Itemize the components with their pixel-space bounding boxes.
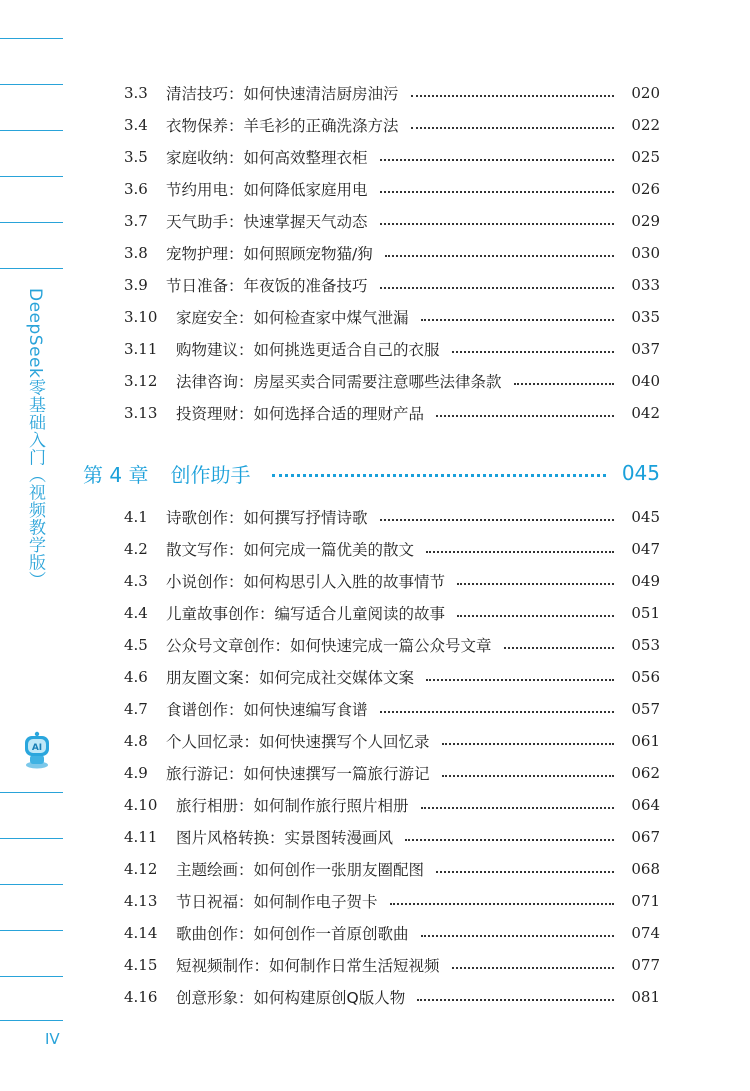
entry-page-number: 057 [631, 700, 660, 718]
toc-entry[interactable] [124, 77, 660, 109]
dot-leader [380, 287, 614, 289]
toc-entry[interactable] [124, 917, 660, 949]
entry-title: 家庭安全：如何检查家中煤气泄漏 [176, 309, 409, 327]
section-number: 4.14 [124, 924, 158, 942]
entry-page-number: 022 [631, 116, 660, 134]
entry-title: 清洁技巧：如何快速清洁厨房油污 [166, 85, 399, 103]
section-number: 4.6 [124, 668, 148, 686]
toc-entry[interactable] [124, 661, 660, 693]
toc-entry[interactable] [124, 237, 660, 269]
entry-title: 图片风格转换：实景图转漫画风 [176, 829, 394, 847]
margin-rule [0, 268, 63, 269]
toc-entry[interactable] [124, 397, 660, 429]
dot-leader [504, 647, 614, 649]
toc-entry[interactable] [124, 885, 660, 917]
entry-page-number: 045 [631, 508, 660, 526]
dot-leader [421, 935, 614, 937]
dot-leader [380, 191, 614, 193]
margin-rule [0, 838, 63, 839]
section-number: 3.11 [124, 340, 158, 358]
entry-title: 诗歌创作：如何撰写抒情诗歌 [166, 509, 368, 527]
section-number: 3.13 [124, 404, 158, 422]
entry-page-number: 064 [631, 796, 660, 814]
entry-title: 衣物保养：羊毛衫的正确洗涤方法 [166, 117, 399, 135]
section-number: 4.8 [124, 732, 148, 750]
section-number: 4.1 [124, 508, 148, 526]
dot-leader [411, 127, 614, 129]
margin-rule [0, 130, 63, 131]
toc-entry[interactable] [124, 533, 660, 565]
entry-page-number: 067 [631, 828, 660, 846]
entry-title: 旅行游记：如何快速撰写一篇旅行游记 [166, 765, 430, 783]
toc-entry[interactable] [124, 565, 660, 597]
section-number: 4.13 [124, 892, 158, 910]
entry-page-number: 056 [631, 668, 660, 686]
toc-entry[interactable] [124, 757, 660, 789]
dot-leader [411, 95, 614, 97]
margin-rule [0, 930, 63, 931]
entry-page-number: 053 [631, 636, 660, 654]
toc-entry[interactable] [124, 269, 660, 301]
section-number: 4.5 [124, 636, 148, 654]
section-number: 3.5 [124, 148, 148, 166]
margin-rule [0, 38, 63, 39]
entry-page-number: 068 [631, 860, 660, 878]
entry-page-number: 030 [631, 244, 660, 262]
section-number: 4.7 [124, 700, 148, 718]
section-number: 3.4 [124, 116, 148, 134]
toc-entry[interactable] [124, 501, 660, 533]
toc-entry[interactable] [124, 333, 660, 365]
page-number: IV [45, 1030, 60, 1048]
entry-page-number: 081 [631, 988, 660, 1006]
toc-entry[interactable] [124, 821, 660, 853]
margin-rule [0, 976, 63, 977]
entry-page-number: 025 [631, 148, 660, 166]
section-number: 4.11 [124, 828, 158, 846]
section-number: 4.12 [124, 860, 158, 878]
entry-page-number: 071 [631, 892, 660, 910]
margin-rule [0, 1020, 63, 1021]
entry-title: 公众号文章创作：如何快速完成一篇公众号文章 [166, 637, 492, 655]
margin-rule [0, 222, 63, 223]
section-number: 4.3 [124, 572, 148, 590]
toc-entry[interactable] [124, 301, 660, 333]
dot-leader [457, 615, 614, 617]
toc-entry[interactable] [124, 205, 660, 237]
dot-leader [457, 583, 614, 585]
entry-title: 节约用电：如何降低家庭用电 [166, 181, 368, 199]
entry-title: 投资理财：如何选择合适的理财产品 [176, 405, 425, 423]
margin-rule [0, 884, 63, 885]
entry-title: 创意形象：如何构建原创Q版人物 [176, 989, 406, 1007]
entry-page-number: 033 [631, 276, 660, 294]
entry-page-number: 051 [631, 604, 660, 622]
entry-title: 个人回忆录：如何快速撰写个人回忆录 [166, 733, 430, 751]
section-number: 3.6 [124, 180, 148, 198]
section-number: 4.15 [124, 956, 158, 974]
entry-page-number: 062 [631, 764, 660, 782]
chapter-number: 第 4 章 [83, 462, 149, 487]
entry-page-number: 077 [631, 956, 660, 974]
entry-page-number: 047 [631, 540, 660, 558]
section-number: 4.9 [124, 764, 148, 782]
section-number: 3.3 [124, 84, 148, 102]
entry-page-number: 035 [631, 308, 660, 326]
entry-title: 法律咨询：房屋买卖合同需要注意哪些法律条款 [176, 373, 502, 391]
entry-page-number: 061 [631, 732, 660, 750]
dot-leader [272, 474, 605, 477]
entry-title: 朋友圈文案：如何完成社交媒体文案 [166, 669, 415, 687]
dot-leader [390, 903, 614, 905]
section-number: 3.9 [124, 276, 148, 294]
section-number: 4.2 [124, 540, 148, 558]
dot-leader [421, 807, 614, 809]
dot-leader [436, 415, 614, 417]
entry-title: 节日祝福：如何制作电子贺卡 [176, 893, 378, 911]
dot-leader [442, 775, 614, 777]
toc-entry[interactable] [124, 853, 660, 885]
dot-leader [380, 711, 614, 713]
section-number: 3.7 [124, 212, 148, 230]
section-number: 4.10 [124, 796, 158, 814]
toc-entry[interactable] [124, 173, 660, 205]
toc-entry[interactable] [124, 789, 660, 821]
toc-entry[interactable] [124, 629, 660, 661]
entry-title: 家庭收纳：如何高效整理衣柜 [166, 149, 368, 167]
toc-entry[interactable] [124, 365, 660, 397]
toc-entry[interactable] [124, 725, 660, 757]
dot-leader [436, 871, 614, 873]
toc-entry[interactable] [124, 597, 660, 629]
dot-leader [421, 319, 614, 321]
entry-title: 主题绘画：如何创作一张朋友圈配图 [176, 861, 425, 879]
robot-screen-text: AI [31, 743, 43, 753]
entry-title: 旅行相册：如何制作旅行照片相册 [176, 797, 409, 815]
dot-leader [417, 999, 614, 1001]
dot-leader [380, 159, 614, 161]
entry-title: 小说创作：如何构思引人入胜的故事情节 [166, 573, 446, 591]
entry-page-number: 074 [631, 924, 660, 942]
entry-page-number: 026 [631, 180, 660, 198]
dot-leader [442, 743, 614, 745]
section-number: 3.12 [124, 372, 158, 390]
book-title-vertical: DeepSeek零基础入门（视频教学版） [25, 288, 45, 589]
entry-title: 歌曲创作：如何创作一首原创歌曲 [176, 925, 409, 943]
toc-entry[interactable] [124, 949, 660, 981]
dot-leader [385, 255, 614, 257]
toc-entry[interactable] [124, 981, 660, 1013]
dot-leader [514, 383, 614, 385]
ai-robot-icon [22, 730, 52, 770]
dot-leader [405, 839, 614, 841]
section-number: 3.10 [124, 308, 158, 326]
entry-title: 节日准备：年夜饭的准备技巧 [166, 277, 368, 295]
entry-title: 儿童故事创作：编写适合儿童阅读的故事 [166, 605, 446, 623]
entry-title: 短视频制作：如何制作日常生活短视频 [176, 957, 440, 975]
chapter-page-number: 045 [621, 461, 660, 485]
chapter-heading[interactable] [83, 456, 660, 490]
margin-rule [0, 84, 63, 85]
entry-page-number: 040 [631, 372, 660, 390]
toc-entry[interactable] [124, 141, 660, 173]
entry-page-number: 049 [631, 572, 660, 590]
dot-leader [380, 519, 614, 521]
margin-rule [0, 176, 63, 177]
dot-leader [426, 679, 614, 681]
entry-title: 食谱创作：如何快速编写食谱 [166, 701, 368, 719]
entry-title: 宠物护理：如何照顾宠物猫/狗 [166, 245, 373, 263]
toc-entry[interactable] [124, 693, 660, 725]
toc-entry[interactable] [124, 109, 660, 141]
entry-page-number: 037 [631, 340, 660, 358]
margin-rule [0, 792, 63, 793]
dot-leader [452, 351, 614, 353]
entry-page-number: 020 [631, 84, 660, 102]
dot-leader [380, 223, 614, 225]
dot-leader [452, 967, 614, 969]
entry-title: 购物建议：如何挑选更适合自己的衣服 [176, 341, 440, 359]
entry-page-number: 029 [631, 212, 660, 230]
chapter-title: 创作助手 [170, 462, 251, 487]
section-number: 3.8 [124, 244, 148, 262]
entry-title: 散文写作：如何完成一篇优美的散文 [166, 541, 415, 559]
entry-title: 天气助手：快速掌握天气动态 [166, 213, 368, 231]
section-number: 4.16 [124, 988, 158, 1006]
section-number: 4.4 [124, 604, 148, 622]
dot-leader [426, 551, 614, 553]
entry-page-number: 042 [631, 404, 660, 422]
